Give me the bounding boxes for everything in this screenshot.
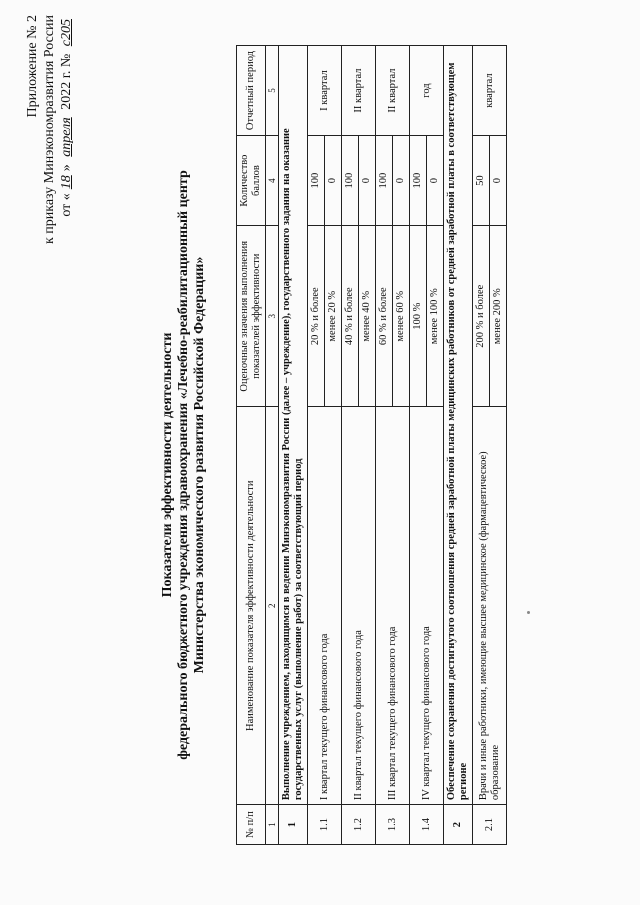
date-prefix: от « <box>59 193 74 217</box>
table-row <box>376 46 393 845</box>
row-criterion: 100 % <box>410 226 427 407</box>
row-name: IV квартал текущего финансового года <box>410 407 444 805</box>
row-criterion: 200 % и более <box>473 226 490 407</box>
col-num-5: 5 <box>266 46 279 136</box>
col-num-1: 1 <box>266 805 279 845</box>
header-num: № п/п <box>237 805 266 845</box>
row-period: II квартал <box>342 46 376 136</box>
title-line2: федерального бюджетного учреждения здравоохранения «Лечебно-реабилитационный центр <box>176 170 191 760</box>
appendix-date-line <box>58 15 75 265</box>
row-score: 0 <box>427 136 444 226</box>
header-name: Наименование показателя эффективности деятельности <box>237 407 266 805</box>
header-row <box>237 46 266 845</box>
date-mid: » <box>59 164 74 172</box>
row-name: I квартал текущего финансового года <box>308 407 342 805</box>
row-score: 0 <box>325 136 342 226</box>
section1-num: 1 <box>279 805 308 845</box>
appendix-line2: к приказу Минэкономразвития России <box>42 15 57 245</box>
table-row <box>342 46 359 845</box>
row-num: 2.1 <box>473 805 507 845</box>
row-score: 100 <box>308 136 325 226</box>
col-num-3: 3 <box>266 226 279 407</box>
row-score: 100 <box>342 136 359 226</box>
row-criterion: менее 40 % <box>359 226 376 407</box>
indicators-table <box>236 45 507 845</box>
row-num: 1.1 <box>308 805 342 845</box>
col-num-2: 2 <box>266 407 279 805</box>
header-criteria: Оценочные значения выполнения показателей эффективности <box>237 226 266 407</box>
document-title <box>160 145 208 785</box>
title-line1: Показатели эффективности деятельности <box>160 332 175 598</box>
row-num: 1.2 <box>342 805 376 845</box>
section-row-1 <box>279 46 308 845</box>
appendix-block <box>24 15 75 265</box>
row-name: Врачи и иные работники, имеющие высшее медицинское (фармацевтическое) образование <box>473 407 507 805</box>
row-criterion: 20 % и более <box>308 226 325 407</box>
row-period: год <box>410 46 444 136</box>
row-criterion: менее 200 % <box>490 226 507 407</box>
row-num: 1.3 <box>376 805 410 845</box>
header-score: Количество баллов <box>237 136 266 226</box>
row-num: 1.4 <box>410 805 444 845</box>
row-period: квартал <box>473 46 507 136</box>
col-num-4: 4 <box>266 136 279 226</box>
row-score: 100 <box>410 136 427 226</box>
table-row <box>410 46 427 845</box>
number-value: с205 <box>59 19 74 47</box>
section2-text: Обеспечение сохранения достигнутого соотношения средней заработной платы медицинских работников от средней заработной платы в соответствующем регионе <box>444 46 473 805</box>
title-line3: Министерства экономического развития Российской Федерации» <box>192 256 207 674</box>
row-name: III квартал текущего финансового года <box>376 407 410 805</box>
row-score: 0 <box>359 136 376 226</box>
section-row-2 <box>444 46 473 845</box>
row-score: 0 <box>490 136 507 226</box>
section2-num: 2 <box>444 805 473 845</box>
row-period: II квартал <box>376 46 410 136</box>
date-month: апреля <box>59 117 74 157</box>
header-period: Отчетный период <box>237 46 266 136</box>
appendix-line1: Приложение № 2 <box>25 15 40 118</box>
row-name: II квартал текущего финансового года <box>342 407 376 805</box>
table-row <box>473 46 490 845</box>
row-criterion: менее 100 % <box>427 226 444 407</box>
date-year: 2022 г. <box>59 70 74 110</box>
row-criterion: 40 % и более <box>342 226 359 407</box>
number-label: № <box>59 53 74 68</box>
row-criterion: 60 % и более <box>376 226 393 407</box>
row-criterion: менее 20 % <box>325 226 342 407</box>
column-number-row <box>266 46 279 845</box>
section1-text: Выполнение учреждением, находящимся в ведении Минэкономразвития России (далее – учреждение), государственного задания на оказание государственных услуг (выполнение работ) за соответствующий период <box>279 46 308 805</box>
date-day: 18 <box>59 175 74 190</box>
row-period: I квартал <box>308 46 342 136</box>
row-score: 0 <box>393 136 410 226</box>
row-score: 50 <box>473 136 490 226</box>
table-row <box>308 46 325 845</box>
row-score: 100 <box>376 136 393 226</box>
row-criterion: менее 60 % <box>393 226 410 407</box>
